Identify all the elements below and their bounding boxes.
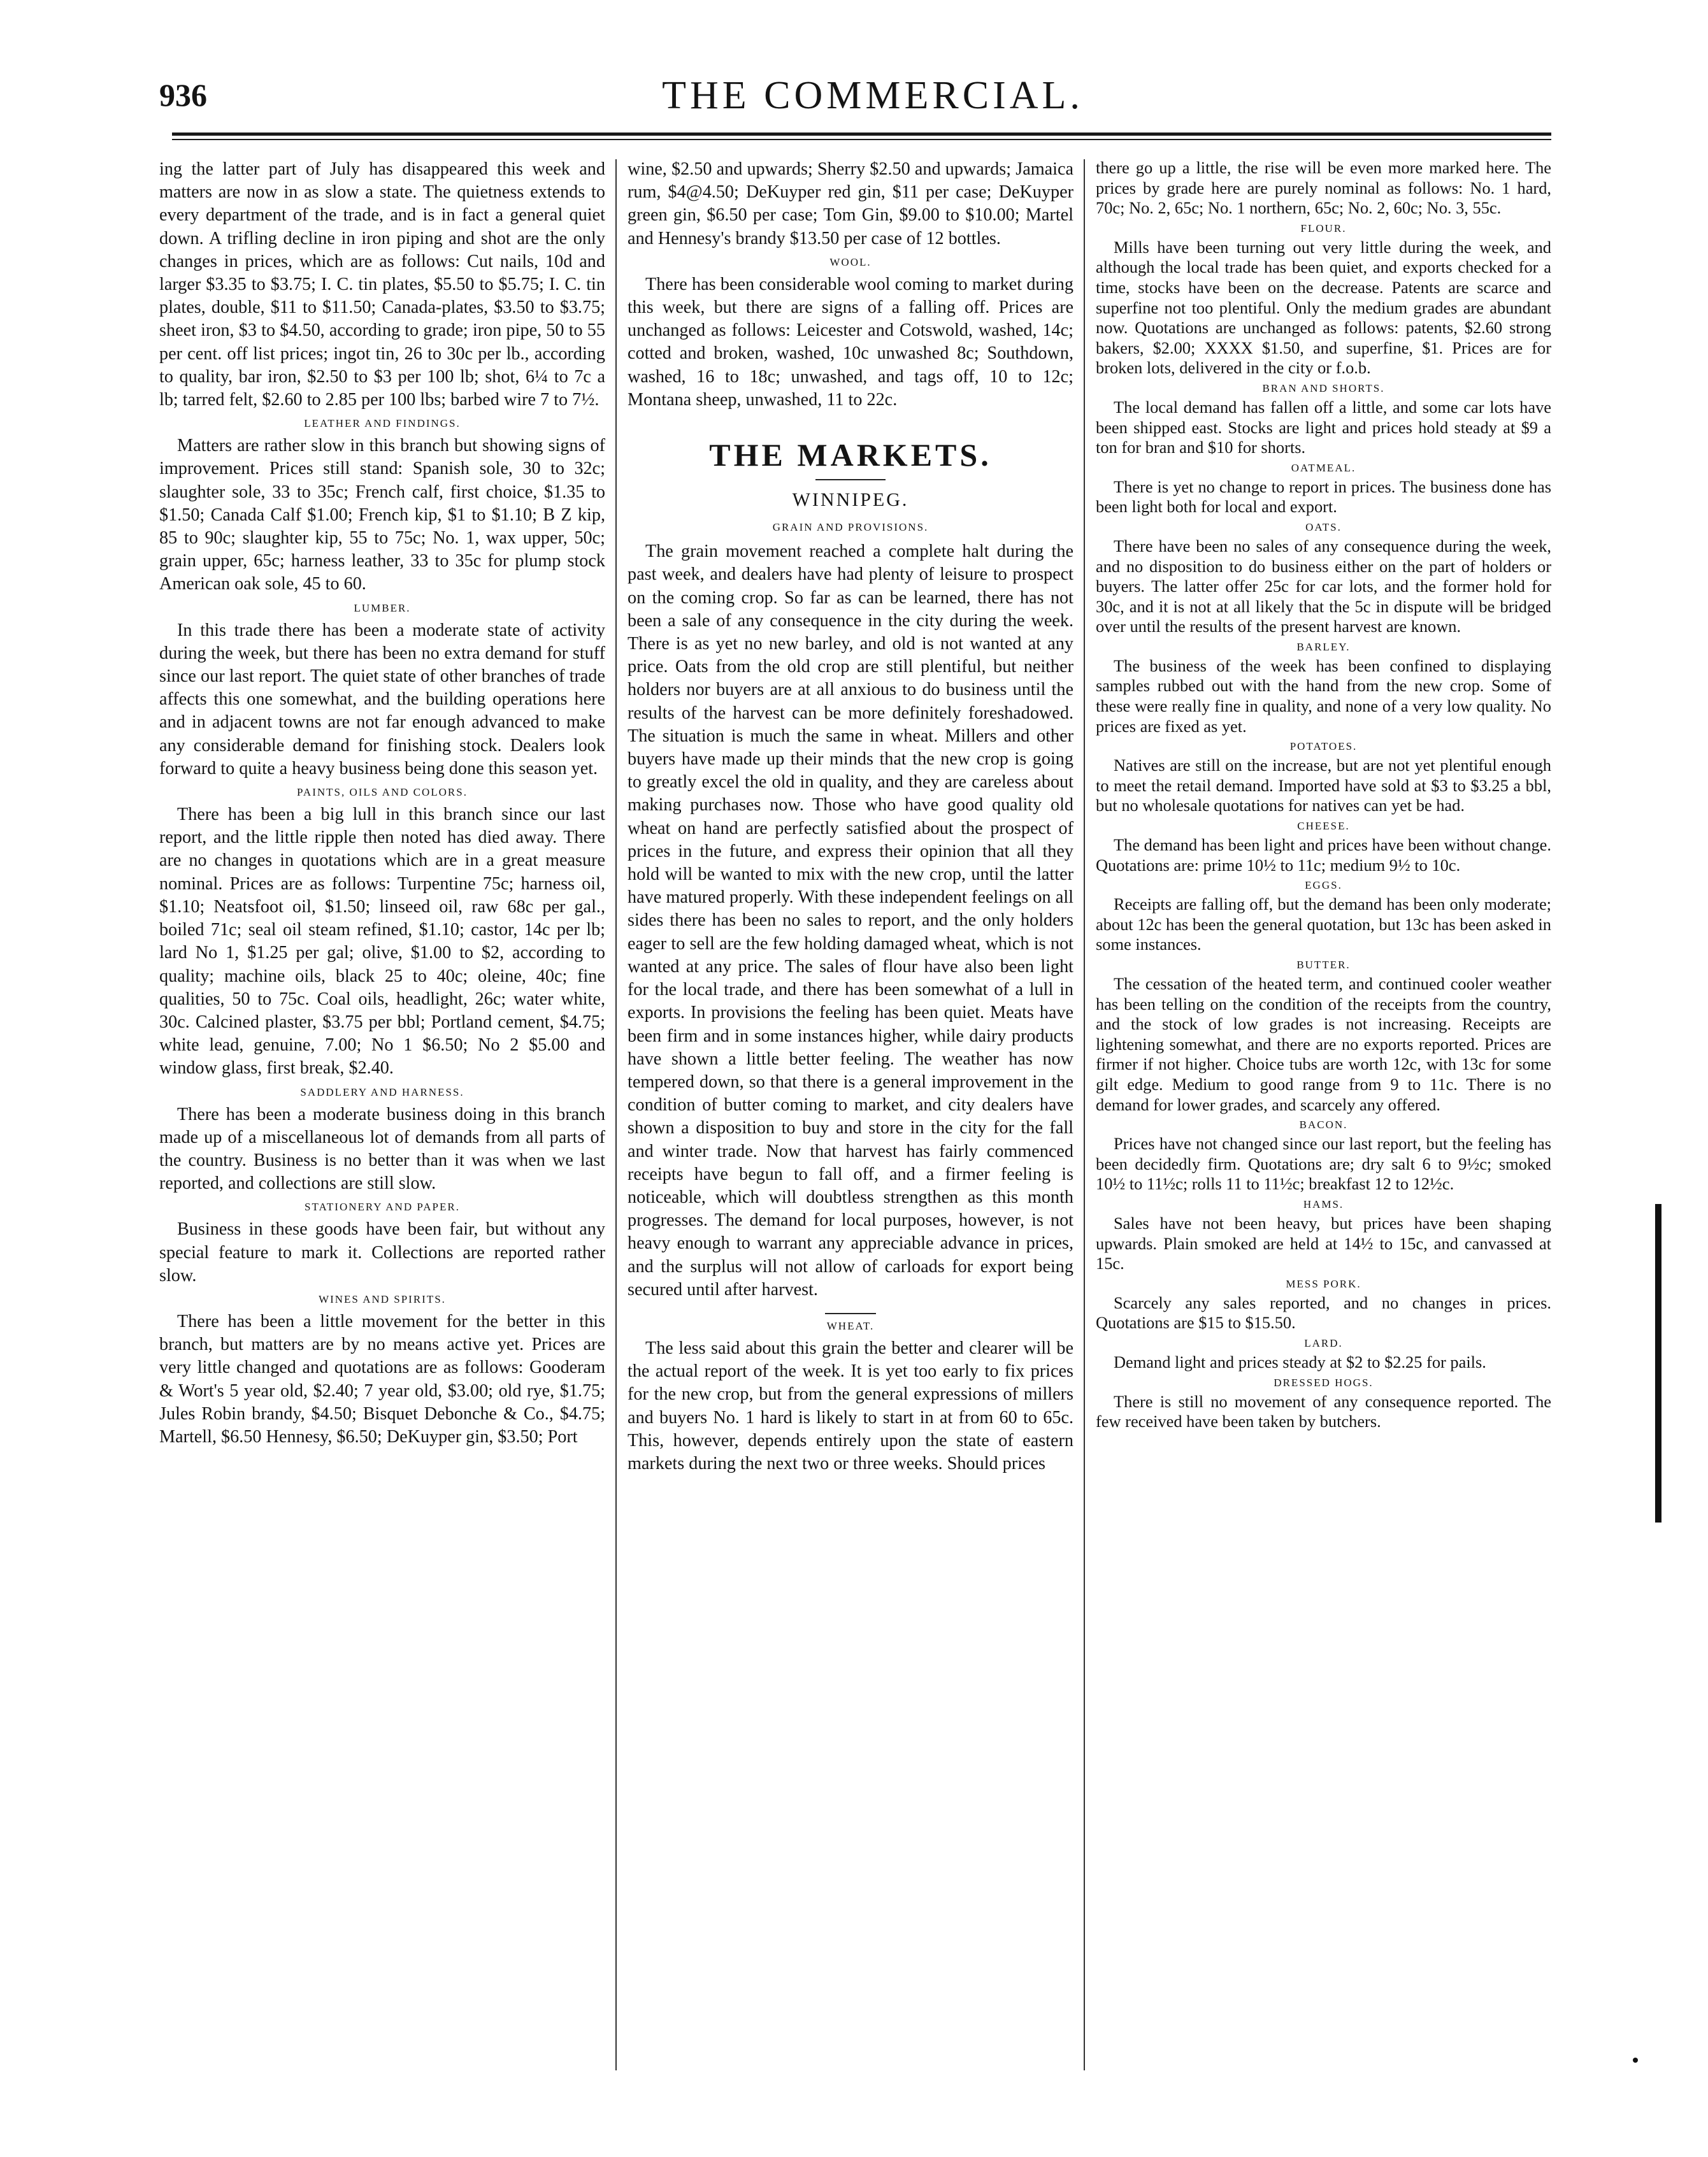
header-rule-thick [172,133,1551,136]
column-1 [159,158,605,2069]
section-heading-paints: PAINTS, OILS AND COLORS. [297,786,468,799]
oats-paragraph: There have been no sales of any consequence during the week, and no disposition to do business either on the part of holders or buyers. The latter offer 25c for car lots, and the former hold for 30c, and it is not at all likely that the 5c in dispute will be bridged over until the results of the present harvest are known. [1096,536,1551,636]
margin-scan-mark [1655,1204,1661,1523]
hams-paragraph: Sales have not been heavy, but prices have been shaping upwards. Plain smoked are held at 14½ to 15c, and canvassed at 15c. [1096,1213,1551,1273]
section-heading-hams: HAMS. [1303,1198,1344,1210]
mess-pork-paragraph: Scarcely any sales reported, and no changes in prices. Quotations are $15 to $15.50. [1096,1293,1551,1333]
section-heading-mess-pork: MESS PORK. [1286,1277,1361,1290]
saddlery-paragraph: There has been a moderate business doing in this branch made up of a miscellaneous lot of demands from all parts of the country. Business is no better than it was when we last reported, and collections are still slow. [159,1104,605,1194]
column-divider-1 [615,159,617,2070]
column-3 [1096,158,1551,2069]
section-heading-dressed-hogs: DRESSED HOGS. [1274,1376,1374,1389]
wheat-continued-paragraph: there go up a little, the rise will be even more marked here. The prices by grade here are purely nominal as follows: No. 1 hard, 70c; No. 2, 65c; No. 1 northern, 65c; No. 2, 60c; No. 3, 55c. [1096,158,1551,218]
bran-paragraph: The local demand has fallen off a little, and some car lots have been shipped east. Stocks are light and prices hold steady at $9 a ton for bran and $10 for shorts. [1096,397,1551,457]
section-heading-wool: WOOL. [829,255,872,268]
section-heading-barley: BARLEY. [1296,640,1351,653]
column-2 [628,158,1073,2069]
eggs-paragraph: Receipts are falling off, but the demand has been only moderate; about 12c has been the general quotation, but 13c has been asked in some instances. [1096,894,1551,954]
wheat-paragraph: The less said about this grain the better and clearer will be the actual report of the week. It is yet too early to fix prices for the new crop, but from the general expressions of millers and buyers No. 1 hard is likely to start in at from 60 to 65c. This, however, depends entirely upon the state of eastern markets during the next two or three weeks. Should prices [628,1338,1073,1473]
masthead-title: THE COMMERCIAL. [662,74,1084,117]
section-heading-bacon: BACON. [1299,1119,1348,1131]
hardware-paragraph: ing the latter part of July has disappeared this week and matters are now in as slow a state. The quietness extends to every department of the trade, and is in fact a general quiet down. A trifling decline in iron piping and shot are the only changes in prices, which are as follows: Cut nails, 10d and larger $3.35 to $3.75; I. C. tin plates, $5.50 to $5.75; I. C. tin plates, double, $11 to $11.50; Canada-plates, $3.50 to $3.75; sheet iron, $3 to $4.50, according to grade; iron pipe, 50 to 55 per cent. off list prices; ingot tin, 26 to 30c per lb., according to quality, bar iron, $2.50 to $3 per 100 lb; shot, 6¼ to 7c a lb; tarred felt, $2.60 to 2.85 per 100 lbs; barbed wire 7 to 7½. [159,159,605,410]
wines-paragraph: There has been a little movement for the better in this branch, but matters are by no means active yet. Prices are very little changed and quotations are as follows: Gooderam & Wort's 5 year old, $2.40; 7 year old, $3.00; old rye, $1.75; Jules Robin brandy, $4.50; Bisquet Debonche & Co., $4.75; Martell, $6.50 Hennesy, $6.50; DeKuyper gin, $3.50; Port [159,1311,605,1447]
butter-paragraph: The cessation of the heated term, and continued cooler weather has been telling on the condition of the receipts from the country, and the stock of low grades is not increasing. Receipts are lightening somewhat, and there are no exports reported. Prices are firmer if not higher. Choice tubs are worth 12c, with 13c for some gilt edge. Medium to good range from 9 to 11c. There is no demand for lower grades, and scarcely any offered. [1096,974,1551,1114]
section-heading-lumber: LUMBER. [354,601,411,614]
section-heading-bran: BRAN AND SHORTS. [1262,382,1385,394]
markets-rule [815,479,886,480]
wool-paragraph: There has been considerable wool coming to market during this week, but there are signs of a falling off. Prices are unchanged as follows: Leicester and Cotswold, washed, 14c; cotted and broken, washed, 10c unwashed 8c; Southdown, washed, 16 to 18c; unwashed, and tags off, 10 to 12c; Montana sheep, unwashed, 11 to 22c. [628,274,1073,410]
section-heading-saddlery: SADDLERY AND HARNESS. [300,1086,464,1098]
section-heading-wheat: WHEAT. [826,1319,875,1332]
section-heading-oatmeal: OATMEAL. [1291,461,1356,474]
section-heading-cheese: CHEESE. [1297,820,1350,833]
section-heading-stationery: STATIONERY AND PAPER. [305,1201,460,1214]
lard-paragraph: Demand light and prices steady at $2 to $2.25 for pails. [1114,1352,1486,1372]
column-divider-2 [1084,159,1085,2070]
winnipeg-heading: WINNIPEG. [792,489,909,511]
section-heading-leather: LEATHER AND FINDINGS. [304,417,461,430]
oatmeal-paragraph: There is yet no change to report in prices. The business done has been light both for local and export. [1096,477,1551,517]
section-heading-butter: BUTTER. [1296,959,1351,971]
margin-scan-dot [1633,2058,1638,2063]
flour-paragraph: Mills have been turning out very little during the week, and although the local trade has been quiet, and exports checked for a time, stocks have been on the decrease. Patents are scarce and superfine not too plentiful. Only the medium grades are abundant now. Quotations are unchanged as follows: patents, $2.60 strong bakers, $2.00; XXXX $1.50, and superfine, $1. Prices are for broken lots, delivered in the city or f.o.b. [1096,237,1551,378]
potatoes-paragraph: Natives are still on the increase, but are not yet plentiful enough to meet the retail demand. Imported have sold at $3 to $3.25 a bbl, but no wholesale quotations for natives can yet be had. [1096,756,1551,815]
section-heading-flour: FLOUR. [1300,222,1347,234]
section-heading-oats: OATS. [1305,520,1342,533]
paints-paragraph: There has been a big lull in this branch since our last report, and the little ripple then noted has died away. There are no changes in quotations which are in a great measure nominal. Prices are as follows: Turpentine 75c; harness oil, $1.10; Neatsfoot oil, $1.50; linseed oil, raw 68c per gal., boiled 71c; seal oil steam refined, $1.10; castor, 14c per lb; lard No 1, $1.25 per gal; olive, $1.00 to $2, according to quality; machine oils, black 25 to 40c; oleine, 40c; fine qualities, 50 to 75c. Coal oils, headlight, 26c; water white, 30c. Calcined plaster, $3.75 per bbl; Portland cement, $4.75; white lead, genuine, 7.00; No 1 $6.50; No 2 $5.00 and window glass, first break, $2.40. [159,805,605,1078]
section-heading-wines: WINES AND SPIRITS. [319,1293,446,1305]
section-heading-lard: LARD. [1304,1336,1343,1349]
cheese-paragraph: The demand has been light and prices have been without change. Quotations are: prime 10½ to 11c; medium 9½ to 10c. [1096,835,1551,875]
markets-title: THE MARKETS. [709,437,992,473]
section-heading-potatoes: POTATOES. [1289,740,1358,753]
wheat-rule [825,1313,876,1314]
bacon-paragraph: Prices have not changed since our last report, but the feeling has been decidedly firm. Quotations are; dry salt 6 to 9½c; smoked 10½ to 11½c; rolls 11 to 11½c; breakfast 12 to 12½c. [1096,1134,1551,1194]
wines-continued-paragraph: wine, $2.50 and upwards; Sherry $2.50 and upwards; Jamaica rum, $4@4.50; DeKuyper red gin, $11 per case; DeKuyper green gin, $6.50 per case; Tom Gin, $9.00 to $10.00; Martel and Hennesy's brandy $13.50 per case of 12 bottles. [628,159,1073,248]
page-number: 936 [159,77,207,113]
grain-paragraph: The grain movement reached a complete halt during the past week, and dealers have had plenty of leisure to prospect on the coming crop. So far as can be learned, there has not been a sale of any consequence in the city during the week. There is as yet no new barley, and old is not wanted at any price. Oats from the old crop are still plentiful, but neither holders nor buyers are at all anxious to do business until the results of the harvest can be more definitely foreshadowed. The situation is much the same in wheat. Millers and other buyers have made up their minds that the new crop is going to greatly excel the old in quality, and they are careless about making purchases now. Those who have good quality old wheat on hand are perfectly satisfied about the prospect of prices in the future, and express their opinion that all they hold will be wanted to mix with the new crop, until the latter have matured properly. With these independent feelings on all sides there has been no sales to report, and the only holders eager to sell are the few holding damaged wheat, which is not wanted at any price. The sales of flour have also been light for the local trade, and there has been somewhat of a lull in exports. In provisions the feeling has been quiet. Meats have been firm and in some instances higher, while dairy products have shown a little better feeling. The weather has now tempered down, so that there is a general improvement in the condition of butter coming to market, and city dealers have shown a disposition to buy and store in the city for the fall and winter trade. Now that harvest has fairly commenced receipts have begun to fall off, and a firmer feeling is noticeable, which will doubtless strengthen as this month progresses. The demand for local purposes, however, is not heavy enough to warrant any appreciable advance in prices, and the surplus will not allow of carloads for export being secured until after harvest. [628,541,1073,1300]
dressed-hogs-paragraph: There is still no movement of any consequence reported. The few received have been taken by butchers. [1096,1391,1551,1431]
stationery-paragraph: Business in these goods have been fair, but without any special feature to mark it. Collections are reported rather slow. [159,1219,605,1286]
lumber-paragraph: In this trade there has been a moderate state of activity during the week, but there has been no extra demand for stuff since our last report. The quiet state of other branches of trade affects this one somewhat, and the building operations here and in adjacent towns are not far enough advanced to make any considerable demand for finishing stock. Dealers look forward to quite a heavy business being done this season yet. [159,620,605,778]
leather-paragraph: Matters are rather slow in this branch but showing signs of improvement. Prices still stand: Spanish sole, 30 to 32c; slaughter sole, 33 to 35c; French calf, first choice, $1.35 to $1.50; Canada Calf $1.00; French kip, $1 to $1.10; B Z kip, 85 to 90c; slaughter kip, 55 to 75c; No. 1, wax upper, 50c; grain upper, 65c; harness leather, 33 to 35c for plump stock American oak sole, 45 to 60. [159,436,605,594]
barley-paragraph: The business of the week has been confined to displaying samples rubbed out with the hand from the new crop. Some of these were really fine in quality, and none of a very low quality. No prices are fixed as yet. [1096,656,1551,736]
section-heading-grain: GRAIN AND PROVISIONS. [772,521,929,534]
header-rule-thin [172,139,1551,140]
section-heading-eggs: EGGS. [1305,879,1342,892]
